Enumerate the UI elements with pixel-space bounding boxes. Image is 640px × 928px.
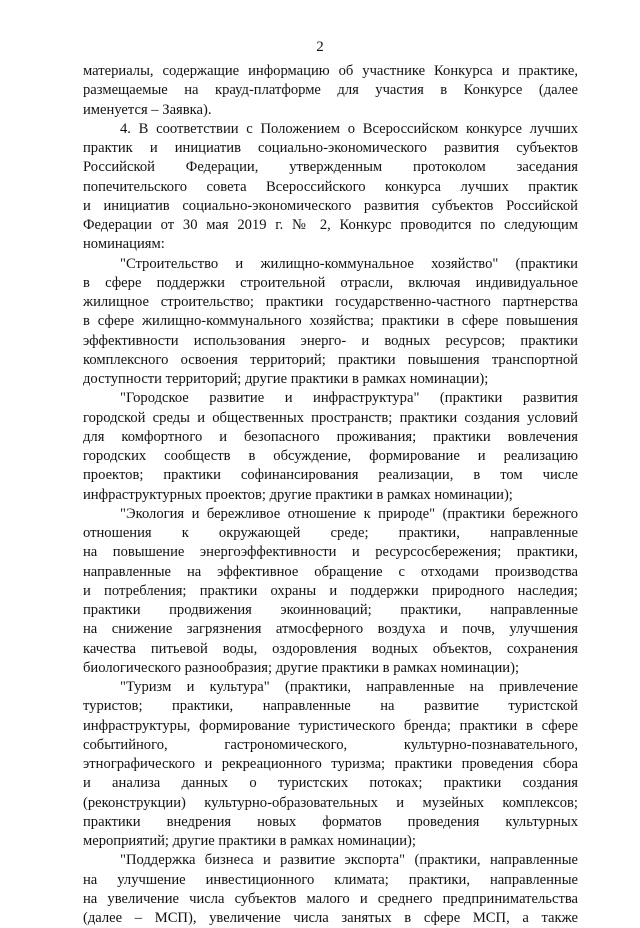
text-line: практики внедрения новых форматов проведения культурных — [83, 813, 578, 830]
text-line: размещаемые на крауд-платформе для участия в Конкурсе (далее — [83, 82, 578, 99]
text-line: практик и инициатив социально-экономического развития субъектов — [83, 140, 578, 156]
text-line: и инициатив социально-экономического развития субъектов Российской — [83, 197, 578, 214]
text-line: отношения к окружающей среде; практики, направленные — [83, 525, 578, 541]
text-line: "Поддержка бизнеса и развитие экспорта" (практики, направленные — [120, 852, 578, 869]
text-line: на увеличение числа субъектов малого и среднего предпринимательства — [83, 890, 578, 907]
text-line: этнографического и рекреационного туризма; практики проведения сбора — [83, 756, 578, 772]
text-line: эффективности использования энерго- и водных ресурсов; практики — [83, 332, 578, 349]
text-line: на снижение загрязнения атмосферного воздуха и почв, улучшения — [83, 621, 578, 638]
text-line: направленные на эффективное обращение с отходами производства — [83, 563, 578, 580]
text-line: городской среды и общественных пространств; практики создания условий — [83, 409, 578, 426]
text-line: и потребления; практики охраны и поддержки природного наследия; — [83, 582, 578, 599]
text-line: жилищное строительство; практики государственно-частного партнерства — [83, 294, 578, 310]
page-number: 2 — [316, 39, 324, 55]
text-line: в сфере жилищно-коммунального хозяйства; практики в сфере повышения — [83, 313, 578, 330]
text-line: мероприятий; другие практики в рамках номинации); — [83, 833, 416, 849]
text-line: Российской Федерации, утвержденным протоколом заседания — [83, 159, 578, 176]
text-line: качества питьевой воды, оздоровления водных объектов, сохранения — [83, 640, 578, 657]
text-line: 4. В соответствии с Положением о Всероссийском конкурсе лучших — [120, 120, 578, 137]
text-line: инфраструктуры, формирование туристического бренда; практики в сфере — [83, 717, 578, 734]
text-line: туристов; практики, направленные на развитие туристской — [83, 698, 578, 715]
text-line: "Экология и бережливое отношение к природе" (практики бережного — [120, 505, 578, 522]
text-line: Федерации от 30 мая 2019 г. № 2, Конкурс проводится по следующим — [83, 217, 578, 233]
text-line: городских сообществ в обсуждение, формирование и реализацию — [83, 448, 578, 464]
text-line: практики продвижения экоинноваций; практики, направленные — [83, 602, 578, 618]
text-line: и анализа данных о туристских потоках; практики создания — [83, 775, 578, 792]
text-line: "Строительство и жилищно-коммунальное хозяйство" (практики — [120, 255, 578, 272]
text-line: "Городское развитие и инфраструктура" (практики развития — [120, 390, 578, 407]
text-line: в сфере поддержки строительной отрасли, включая индивидуальное — [83, 274, 578, 291]
text-line: попечительского совета Всероссийского конкурса лучших практик — [83, 178, 578, 195]
text-line: доступности территорий; другие практики в рамках номинации); — [83, 371, 489, 387]
text-line: (реконструкции) культурно-образовательных и музейных комплексов; — [83, 794, 578, 811]
text-line: для комфортного и безопасного проживания; практики вовлечения — [83, 428, 578, 445]
text-line: "Туризм и культура" (практики, направленные на привлечение — [120, 679, 578, 695]
text-line: биологического разнообразия; другие практики в рамках номинации); — [83, 659, 520, 676]
text-line: на повышение энергоэффективности и ресурсосбережения; практики, — [83, 544, 578, 561]
text-line: событийного, гастрономического, культурно-познавательного, — [83, 736, 578, 753]
text-line: материалы, содержащие информацию об участнике Конкурса и практике, — [83, 63, 578, 79]
text-line: на улучшение инвестиционного климата; практики, направленные — [83, 871, 578, 888]
text-line: именуется – Заявка). — [83, 101, 212, 118]
text-line: проектов; практики софинансирования реализации, в том числе — [83, 467, 578, 484]
document-body — [83, 62, 578, 928]
text-line: (далее – МСП), увеличение числа занятых в сфере МСП, а также — [83, 910, 578, 926]
text-line: инфраструктурных проектов; другие практики в рамках номинации); — [83, 486, 513, 503]
text-line: номинациям: — [83, 236, 165, 253]
text-line: комплексного освоения территорий; практики повышения транспортной — [83, 351, 578, 368]
